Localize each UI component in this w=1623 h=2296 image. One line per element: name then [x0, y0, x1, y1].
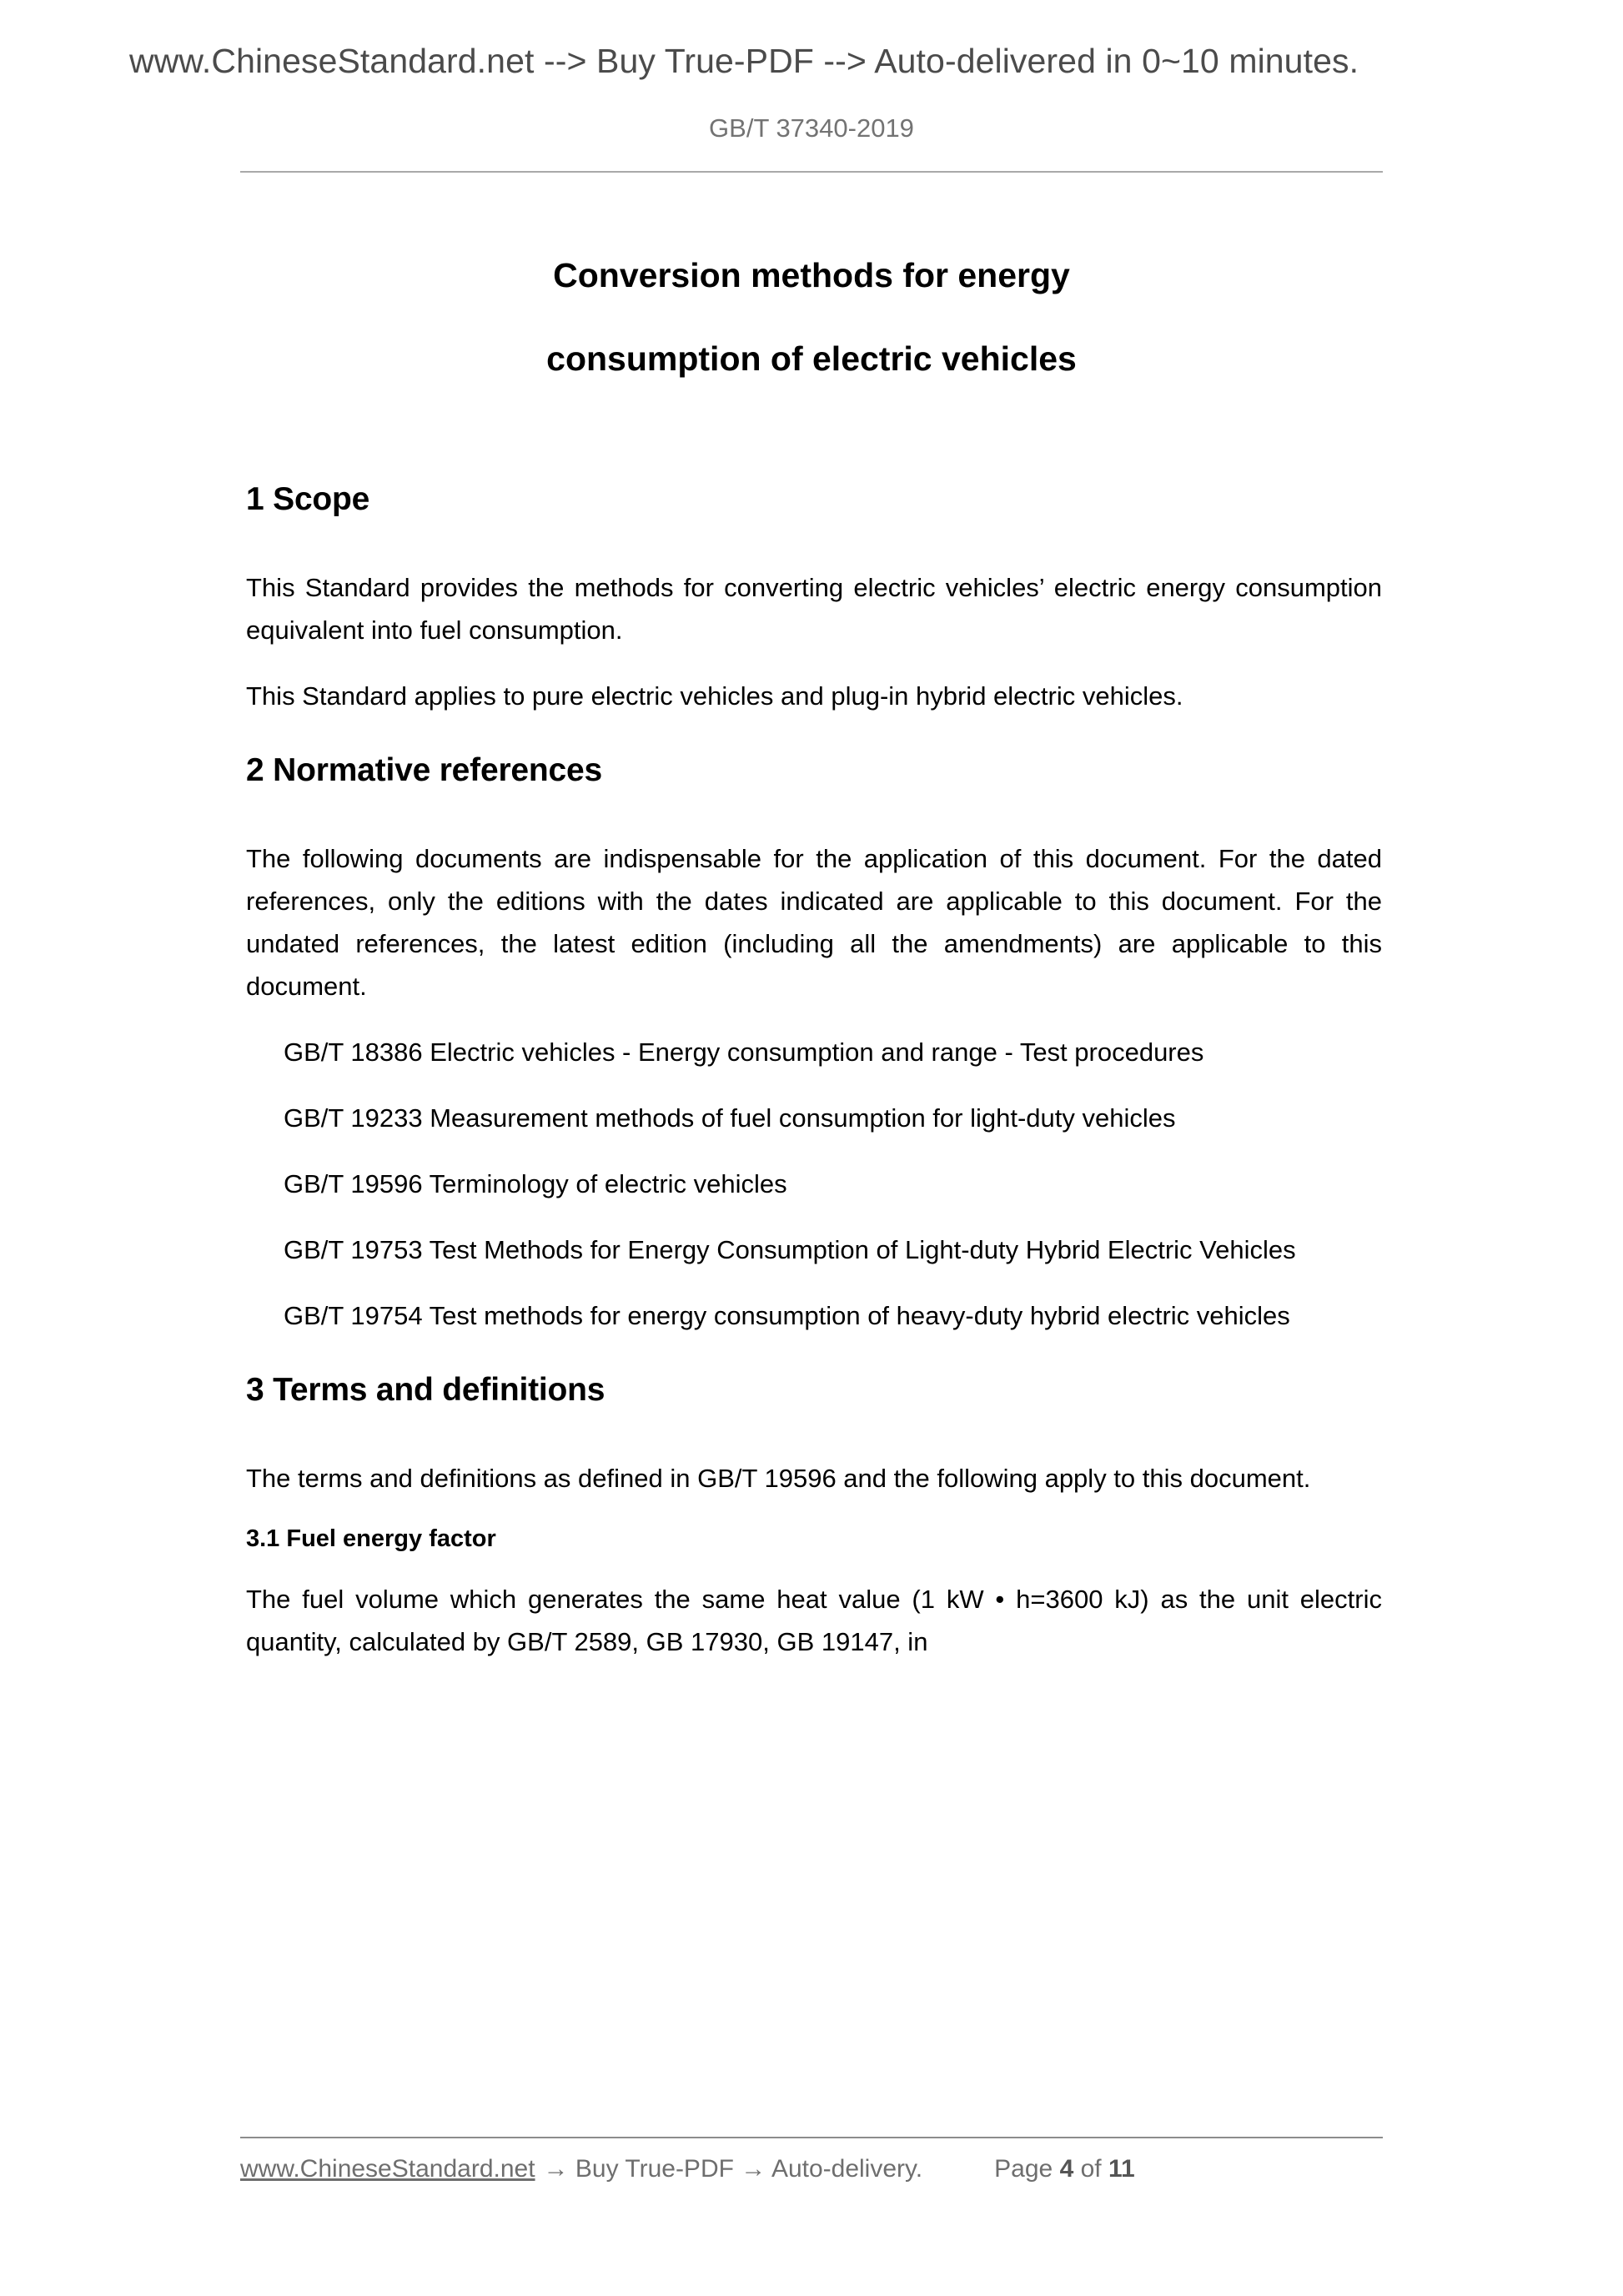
current-page-number: 4 — [1059, 2155, 1074, 2183]
normative-reference-item: GB/T 18386 Electric vehicles - Energy consumption and range - Test procedures — [284, 1037, 1204, 1067]
spacer — [246, 1337, 1382, 1370]
page-indicator — [994, 2152, 1135, 2187]
page-title-line-2: consumption of electric vehicles — [546, 339, 1077, 378]
footer-site-link[interactable]: www.ChineseStandard.net — [240, 2155, 535, 2183]
normative-reference-item: GB/T 19753 Test Methods for Energy Consumption of Light-duty Hybrid Electric Vehicles — [284, 1235, 1296, 1264]
scope-paragraph-2: This Standard applies to pure electric vehicles and plug-in hybrid electric vehicles. — [246, 681, 1183, 711]
spacer — [246, 1205, 1382, 1228]
spacer — [246, 1007, 1382, 1031]
normative-reference-item: GB/T 19233 Measurement methods of fuel consumption for light-duty vehicles — [284, 1103, 1176, 1133]
scope-paragraph-1: This Standard provides the methods for converting electric vehicles’ electric energy consumption equivalent into fuel consumption. — [246, 573, 1382, 645]
spacer — [246, 717, 1382, 751]
section-heading-terms-and-definitions: 3 Terms and definitions — [246, 1372, 605, 1408]
total-page-count: 11 — [1108, 2155, 1135, 2183]
spacer — [246, 1271, 1382, 1294]
normative-reference-item: GB/T 19596 Terminology of electric vehicles — [284, 1169, 787, 1198]
spacer — [246, 520, 1382, 566]
header-divider — [240, 171, 1383, 173]
terms-and-definitions-intro: The terms and definitions as defined in GB/T 19596 and the following apply to this document. — [246, 1464, 1311, 1493]
footer-divider — [240, 2137, 1383, 2138]
section-heading-scope: 1 Scope — [246, 481, 370, 517]
header-standard-code: GB/T 37340-2019 — [709, 113, 914, 143]
fuel-energy-factor-paragraph: The fuel volume which generates the same heat value (1 kW • h=3600 kJ) as the unit electric quantity, calculated by GB/T 2589, GB 17930, GB 19147, in — [246, 1585, 1382, 1656]
spacer — [246, 1410, 1382, 1457]
document-body — [246, 480, 1382, 1663]
spacer — [246, 791, 1382, 837]
footer-promo-text: → Buy True-PDF → Auto-delivery. — [543, 2155, 923, 2183]
spacer — [246, 1555, 1382, 1578]
page-title — [240, 234, 1383, 400]
spacer — [246, 1073, 1382, 1097]
page-title-line-1: Conversion methods for energy — [553, 256, 1070, 294]
spacer — [246, 1139, 1382, 1163]
promo-banner: www.ChineseStandard.net --> Buy True-PDF --> Auto-delivered in 0~10 minutes. — [129, 42, 1359, 80]
normative-references-intro: The following documents are indispensable for the application of this document. For the dated references, only the editions with the dates indicated are applicable to this document. For the undated references, the latest edition (including all the amendments) are applicable to this document. — [246, 844, 1382, 1001]
page-footer — [240, 2152, 1383, 2187]
of-word: of — [1080, 2155, 1102, 2183]
normative-reference-item: GB/T 19754 Test methods for energy consumption of heavy-duty hybrid electric vehicles — [284, 1301, 1290, 1330]
section-heading-normative-references: 2 Normative references — [246, 752, 602, 788]
subsection-heading-fuel-energy-factor: 3.1 Fuel energy factor — [246, 1525, 496, 1552]
spacer — [246, 651, 1382, 675]
spacer — [246, 1500, 1382, 1523]
page-word: Page — [994, 2155, 1053, 2183]
